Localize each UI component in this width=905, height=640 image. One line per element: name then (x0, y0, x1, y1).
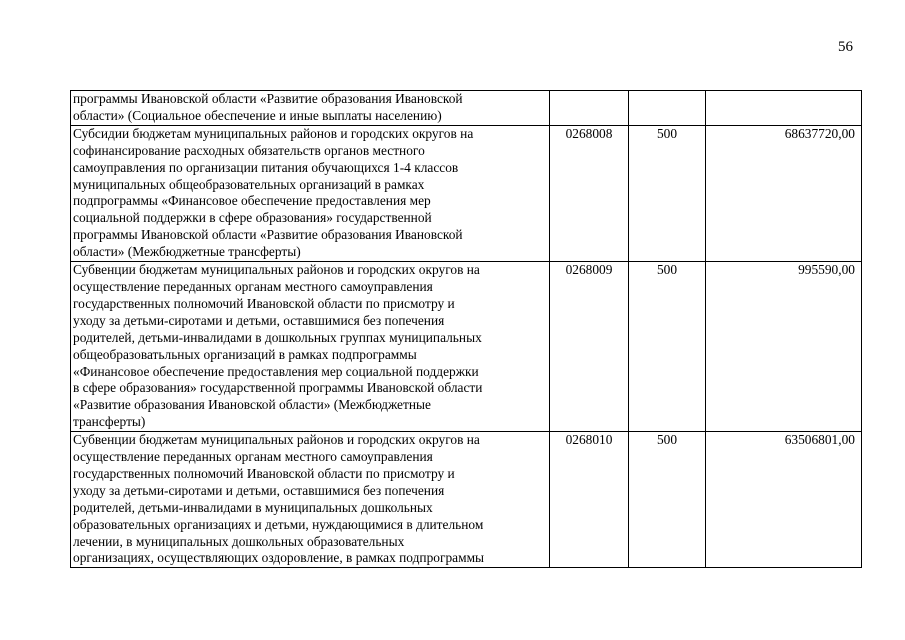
row-sum-cell (706, 91, 862, 126)
row-code-cell (550, 91, 629, 126)
row-code-cell: 0268010 (550, 432, 629, 568)
row-name-cell (71, 125, 550, 261)
row-name-cell (71, 432, 550, 568)
row-code-cell: 0268009 (550, 262, 629, 432)
row-expense-type-cell: 500 (629, 262, 706, 432)
row-expense-type-cell: 500 (629, 432, 706, 568)
table-row (71, 262, 862, 432)
row-name: Субвенции бюджетам муниципальных районов и городских округов на осуществление переданных органам местного самоуправления государственных полномочий Ивановской области по присмотру и уходу за детьми-сиротами и детьми, оставшимися без попечения родителей, детьми-инвалидами в муниципальных дошкольных образовательных организациях и детьми, нуждающимися в длительном лечении, в муниципальных дошкольных образовательных организациях, осуществляющих оздоровление, в рамках подпрограммы (73, 432, 485, 566)
row-name: программы Ивановской области «Развитие образования Ивановской области» (Социальное обеспечение и иные выплаты населению) (73, 91, 463, 123)
row-sum-cell: 995590,00 (706, 262, 862, 432)
row-name-cell (71, 91, 550, 126)
row-sum-cell: 68637720,00 (706, 125, 862, 261)
budget-table (70, 90, 862, 568)
table-row (71, 432, 862, 568)
row-name-cell (71, 262, 550, 432)
table-row (71, 125, 862, 261)
row-sum-cell: 63506801,00 (706, 432, 862, 568)
row-code-cell: 0268008 (550, 125, 629, 261)
row-expense-type-cell: 500 (629, 125, 706, 261)
page-number: 56 (838, 39, 853, 55)
row-name: Субсидии бюджетам муниципальных районов и городских округов на софинансирование расходных обязательств органов местного самоуправления по организации питания обучающихся 1-4 классов муниципальных общеобразовательных организаций в рамках подпрограммы «Финансовое обеспечение предоставления мер социальной поддержки в сфере образования» государственной программы Ивановской области «Развитие образования Ивановской области» (Межбюджетные трансферты) (73, 125, 474, 260)
table-row (71, 91, 862, 126)
row-expense-type-cell (629, 91, 706, 126)
row-name: Субвенции бюджетам муниципальных районов и городских округов на осуществление переданных органам местного самоуправления государственных полномочий Ивановской области по присмотру и уходу за детьми-сиротами и детьми, оставшимися без попечения родителей, детьми-инвалидами в дошкольных группах муниципальных общеобразоватьльных организаций в рамках подпрограммы «Финансовое обеспечение предоставления мер социальной поддержки в сфере образования» государственной программы Ивановской области «Развитие образования Ивановской области» (Межбюджетные трансферты) (73, 262, 483, 430)
